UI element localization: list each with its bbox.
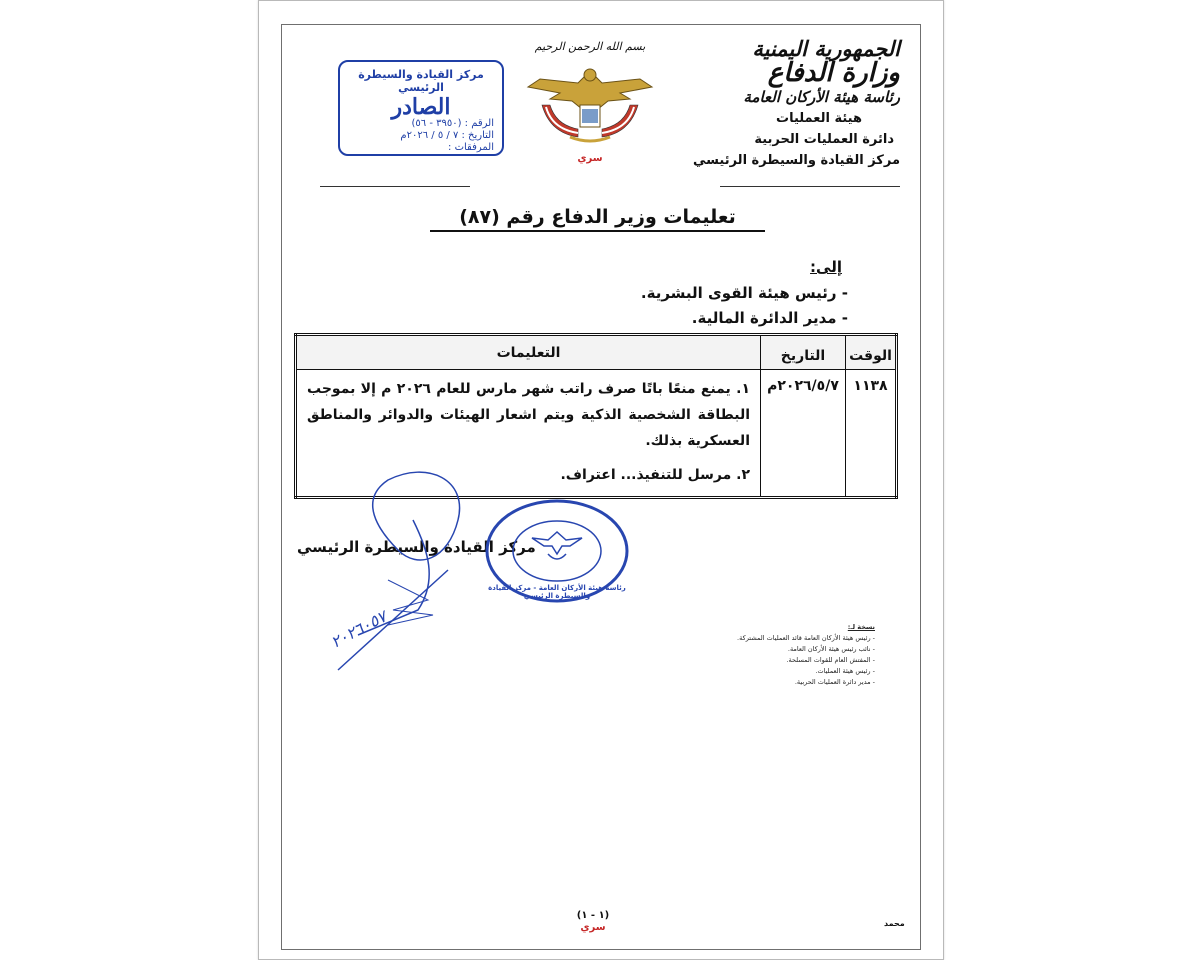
department-name: دائرة العمليات الحربية (754, 132, 894, 147)
seal-text: رئاسة هيئة الأركان العامة - مركز القيادة والسيطرة الرئيسي (488, 584, 626, 600)
ministry-name: وزارة الدفاع (767, 58, 900, 88)
country-name: الجمهورية اليمنية (752, 36, 900, 61)
recipient-item: - مدير الدائرة المالية. (691, 309, 848, 327)
copies-list (700, 622, 875, 688)
header-time: الوقت (846, 335, 897, 370)
stamp-divider (320, 186, 470, 187)
letterhead-divider (720, 186, 900, 187)
signature-number: ٢٠٢٦٠٥٧ (327, 606, 390, 652)
stamp-attachments: المرفقات : (448, 142, 494, 153)
stamp-center: مركز القيادة والسيطرة الرئيسي (358, 68, 484, 94)
copies-header: نسخة لـ: (847, 623, 875, 631)
copy-item: - مدير دائرة العمليات الحربية. (794, 678, 875, 686)
copy-item: - نائب رئيس هيئة الأركان العامة. (787, 645, 875, 653)
to-label: إلى: (810, 258, 842, 276)
stamp-date: التاريخ : ٧ / ٥ / ٢٠٢٦م (400, 130, 494, 141)
instruction-item-1: ١. يمنع منعًا باتًا صرف راتب شهر مارس للعام ٢٠٢٦ م إلا بموجب البطاقة الشخصية الذكية ويتم اشعار الهيئات والدوائر والمناطق العسكرية بذلك. (307, 381, 750, 449)
header-date: التاريخ (761, 335, 846, 370)
copy-item: - المفتش العام للقوات المسلحة. (786, 656, 875, 664)
page-number: (١ - ١) (576, 910, 610, 921)
recipient-item: - رئيس هيئة القوى البشرية. (640, 284, 848, 302)
instruction-item-2: ٢. مرسل للتنفيذ... اعتراف. (560, 467, 750, 483)
table-header-row (296, 335, 897, 370)
classification-label: سري (577, 153, 603, 164)
presidency-name: رئاسة هيئة الأركان العامة (743, 88, 900, 106)
basmala: بسم الله الرحمن الرحيم (534, 40, 646, 53)
stamp-title: الصادر (391, 94, 451, 120)
header-instructions: التعليمات (296, 335, 761, 370)
letterhead (680, 38, 900, 171)
author-initials: محمد (884, 919, 905, 928)
authority-name: هيئة العمليات (776, 111, 862, 126)
stamp-number: الرقم : (٣٩٥٠ - ٥٦) (411, 118, 494, 129)
outgoing-stamp (338, 60, 504, 156)
cell-time: ١١٣٨ (846, 370, 897, 498)
document-title: تعليمات وزير الدفاع رقم (٨٧) (430, 206, 765, 232)
center-name: مركز القيادة والسيطرة الرئيسي (693, 153, 900, 168)
signer-name: مركز القيادة والسيطرة الرئيسي (297, 538, 536, 556)
national-emblem (520, 40, 660, 170)
eagle-emblem-icon (520, 53, 660, 153)
cell-date: ٢٠٢٦/٥/٧م (761, 370, 846, 498)
copy-item: - رئيس هيئة الأركان العامة قائد العمليات المشتركة. (737, 634, 875, 642)
footer-classification: سري (580, 922, 606, 933)
copy-item: - رئيس هيئة العمليات. (815, 667, 875, 675)
